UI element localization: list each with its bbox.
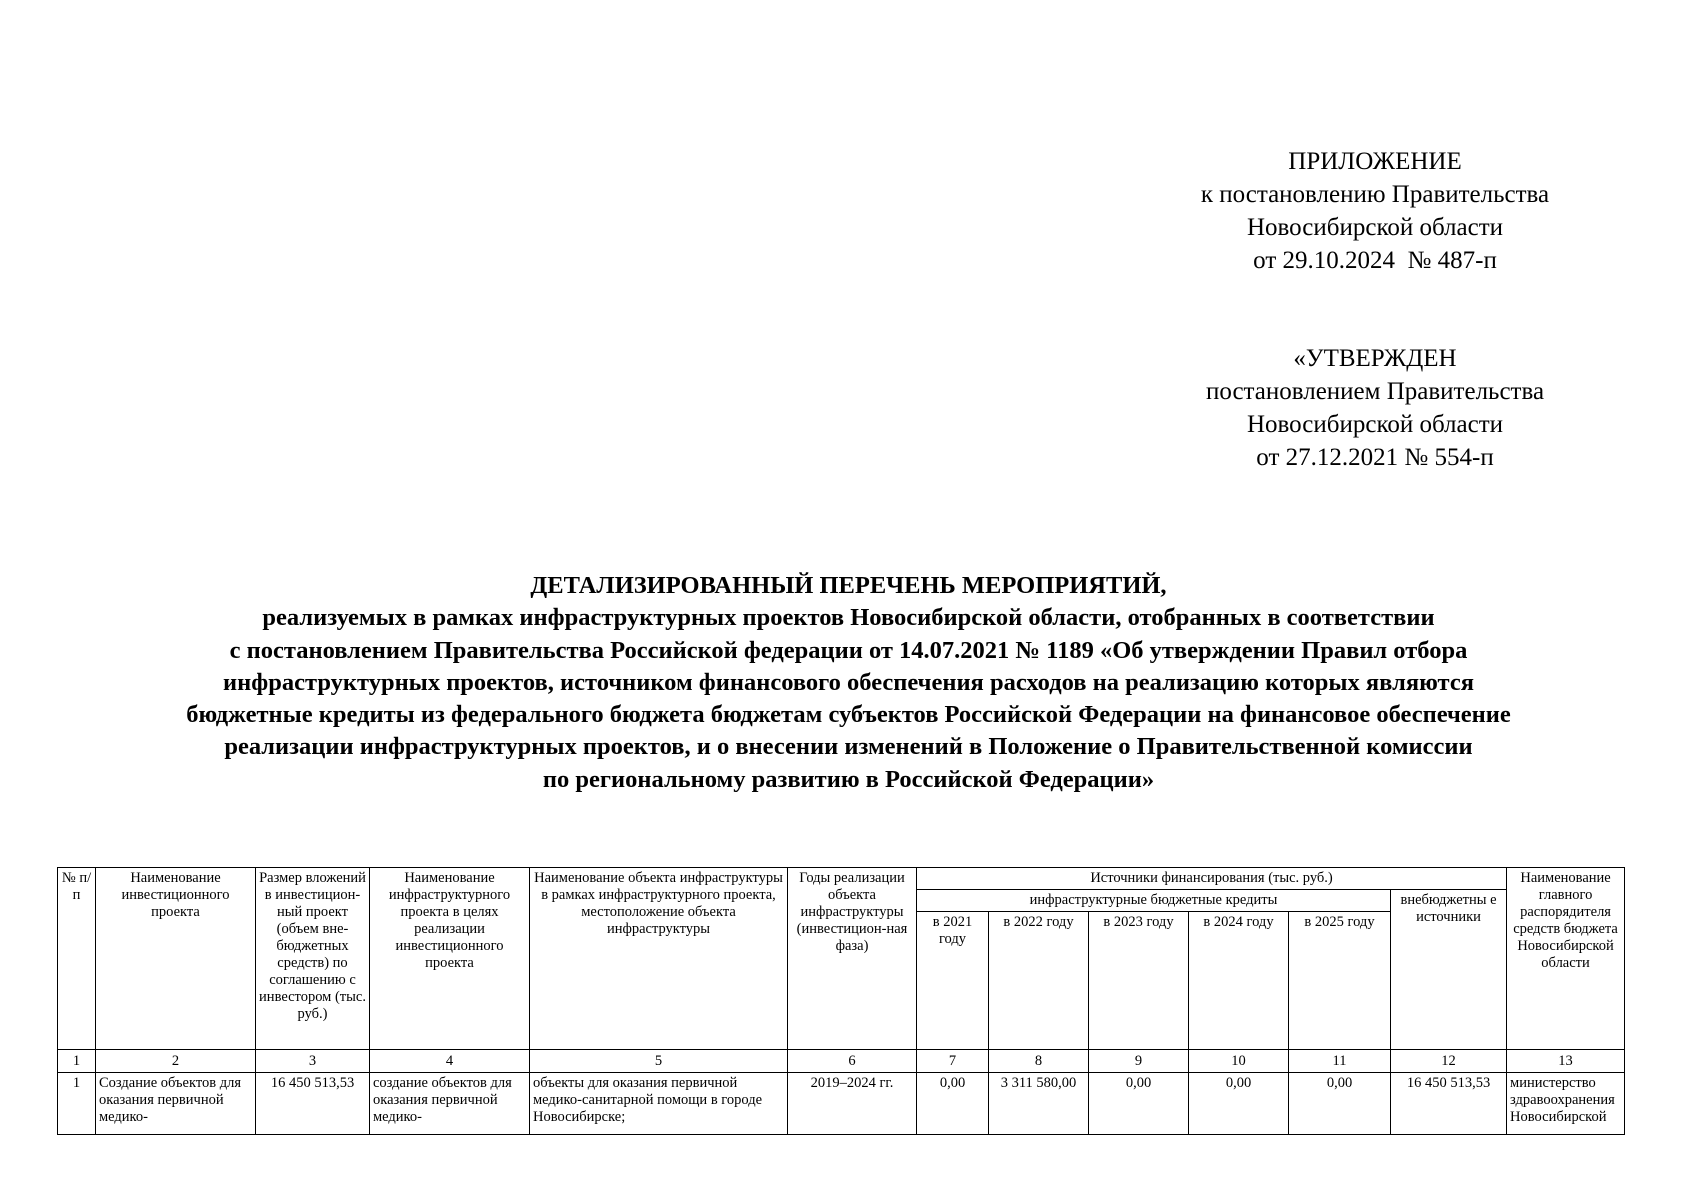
header-sources: Источники финансирования (тыс. руб.) — [917, 868, 1507, 890]
title-line-6: реализации инфраструктурных проектов, и о внесении изменений в Положение о Правительственной комиссии — [224, 733, 1473, 761]
column-number: 11 — [1289, 1050, 1391, 1073]
column-number: 6 — [788, 1050, 917, 1073]
cell-infra-project: создание объектов для оказания первичной медико- — [370, 1073, 530, 1135]
column-number: 9 — [1089, 1050, 1189, 1073]
header-year-2022: в 2022 году — [989, 912, 1089, 1050]
column-number: 1 — [58, 1050, 96, 1073]
cell-year-2021: 0,00 — [917, 1073, 989, 1135]
cell-investment: 16 450 513,53 — [256, 1073, 370, 1135]
header-offbudget: внебюджетны е источники — [1391, 890, 1507, 1050]
column-number: 12 — [1391, 1050, 1507, 1073]
title-line-7: по региональному развитию в Российской Федерации» — [542, 765, 1155, 793]
document-title — [40, 570, 1657, 796]
approval-heading: «УТВЕРЖДЕН — [1293, 345, 1457, 372]
cell-manager: министерство здравоохранения Новосибирской — [1507, 1073, 1625, 1135]
cell-offbudget: 16 450 513,53 — [1391, 1073, 1507, 1135]
cell-num: 1 — [58, 1073, 96, 1135]
appendix-block — [1150, 145, 1600, 277]
header-year-2023: в 2023 году — [1089, 912, 1189, 1050]
approval-block — [1150, 342, 1600, 474]
header-manager: Наименование главного распорядителя средств бюджета Новосибирской области — [1507, 868, 1625, 1050]
cell-year-2023: 0,00 — [1089, 1073, 1189, 1135]
title-line-1: ДЕТАЛИЗИРОВАННЫЙ ПЕРЕЧЕНЬ МЕРОПРИЯТИЙ, — [530, 572, 1167, 599]
measures-table — [57, 867, 1625, 1135]
column-number: 5 — [530, 1050, 788, 1073]
column-number: 8 — [989, 1050, 1089, 1073]
header-num: № п/п — [58, 868, 96, 1050]
table-row — [58, 1073, 1625, 1135]
header-year-2024: в 2024 году — [1189, 912, 1289, 1050]
header-years: Годы реализации объекта инфраструктуры (инвестицион-ная фаза) — [788, 868, 917, 1050]
cell-year-2024: 0,00 — [1189, 1073, 1289, 1135]
title-line-5: бюджетные кредиты из федерального бюджета бюджетам субъектов Российской Федерации на финансовое обеспечение — [186, 701, 1511, 729]
cell-year-2022: 3 311 580,00 — [989, 1073, 1089, 1135]
column-number: 2 — [96, 1050, 256, 1073]
header-investment: Размер вложений в инвестицион-ный проект (объем вне-бюджетных средств) по соглашению с инвестором (тыс. руб.) — [256, 868, 370, 1050]
header-credits: инфраструктурные бюджетные кредиты — [917, 890, 1391, 912]
cell-year-2025: 0,00 — [1289, 1073, 1391, 1135]
header-project-name: Наименование инвестиционного проекта — [96, 868, 256, 1050]
header-year-2025: в 2025 году — [1289, 912, 1391, 1050]
title-line-3: с постановлением Правительства Российской федерации от 14.07.2021 № 1189 «Об утверждении Правил отбора — [229, 636, 1468, 664]
cell-infra-object: объекты для оказания первичной медико-санитарной помощи в городе Новосибирске; — [530, 1073, 788, 1135]
column-number: 7 — [917, 1050, 989, 1073]
column-number: 3 — [256, 1050, 370, 1073]
table-header-row-1 — [58, 868, 1625, 890]
appendix-line-1: к постановлению Правительства — [1200, 181, 1550, 208]
approval-line-3: от 27.12.2021 № 554-п — [1256, 444, 1494, 471]
header-year-2021: в 2021 году — [917, 912, 989, 1050]
column-number: 10 — [1189, 1050, 1289, 1073]
cell-years: 2019–2024 гг. — [788, 1073, 917, 1135]
column-number-row — [58, 1050, 1625, 1073]
title-line-4: инфраструктурных проектов, источником финансового обеспечения расходов на реализацию которых являются — [223, 668, 1474, 696]
approval-line-2: Новосибирской области — [1246, 411, 1504, 438]
header-infra-project: Наименование инфраструктурного проекта в целях реализации инвестиционного проекта — [370, 868, 530, 1050]
header-infra-object: Наименование объекта инфраструктуры в рамках инфраструктурного проекта, местоположение объекта инфраструктуры — [530, 868, 788, 1050]
column-number: 4 — [370, 1050, 530, 1073]
appendix-heading: ПРИЛОЖЕНИЕ — [1288, 148, 1462, 175]
title-line-2: реализуемых в рамках инфраструктурных проектов Новосибирской области, отобранных в соответствии — [262, 604, 1435, 632]
appendix-line-2: Новосибирской области — [1246, 214, 1504, 241]
column-number: 13 — [1507, 1050, 1625, 1073]
cell-project-name: Создание объектов для оказания первичной медико- — [96, 1073, 256, 1135]
appendix-line-3: от 29.10.2024 № 487-п — [1253, 247, 1497, 274]
approval-line-1: постановлением Правительства — [1205, 378, 1545, 405]
